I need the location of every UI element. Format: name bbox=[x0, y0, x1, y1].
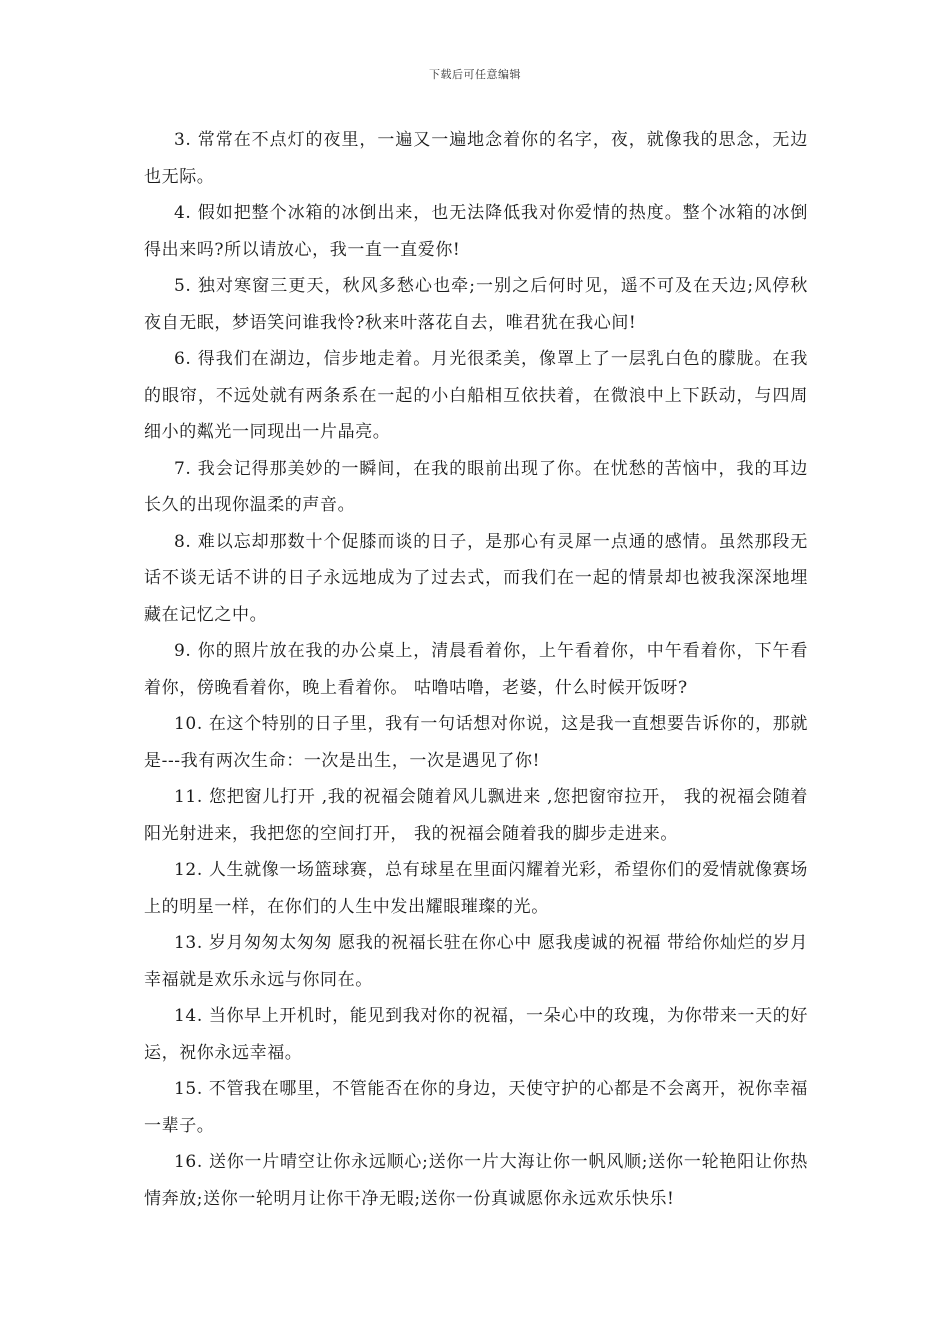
paragraph-10: 10. 在这个特别的日子里，我有一句话想对你说，这是我一直想要告诉你的，那就是---我有两次生命：一次是出生，一次是遇见了你! bbox=[144, 714, 808, 771]
paragraph-4: 4. 假如把整个冰箱的冰倒出来，也无法降低我对你爱情的热度。整个冰箱的冰倒得出来吗?所以请放心，我一直一直爱你! bbox=[144, 203, 808, 260]
paragraph-14: 14. 当你早上开机时，能见到我对你的祝福，一朵心中的玫瑰，为你带来一天的好运，祝你永远幸福。 bbox=[144, 1006, 808, 1063]
page-header: 下载后可任意编辑 bbox=[429, 68, 521, 81]
paragraph-7: 7. 我会记得那美妙的一瞬间，在我的眼前出现了你。在忧愁的苦恼中，我的耳边长久的出现你温柔的声音。 bbox=[144, 458, 808, 515]
paragraph-5: 5. 独对寒窗三更天，秋风多愁心也牵;一别之后何时见，遥不可及在天边;风停秋夜自无眠，梦语笑问谁我怜?秋来叶落花自去，唯君犹在我心间! bbox=[144, 276, 808, 333]
document-body bbox=[144, 122, 808, 1217]
paragraph-11: 11. 您把窗儿打开 ,我的祝福会随着风儿飘进来 ,您把窗帘拉开， 我的祝福会随着阳光射进来，我把您的空间打开， 我的祝福会随着我的脚步走进来。 bbox=[144, 787, 808, 844]
paragraph-3: 3. 常常在不点灯的夜里，一遍又一遍地念着你的名字，夜，就像我的思念，无边也无际。 bbox=[144, 130, 808, 187]
paragraph-12: 12. 人生就像一场篮球赛，总有球星在里面闪耀着光彩，希望你们的爱情就像赛场上的明星一样，在你们的人生中发出耀眼璀璨的光。 bbox=[144, 860, 808, 917]
paragraph-9: 9. 你的照片放在我的办公桌上，清晨看着你，上午看着你，中午看着你，下午看着你，傍晚看着你，晚上看着你。 咕噜咕噜，老婆，什么时候开饭呀? bbox=[144, 641, 808, 698]
paragraph-16: 16. 送你一片晴空让你永远顺心;送你一片大海让你一帆风顺;送你一轮艳阳让你热情奔放;送你一轮明月让你干净无暇;送你一份真诚愿你永远欢乐快乐! bbox=[144, 1152, 808, 1209]
paragraph-8: 8. 难以忘却那数十个促膝而谈的日子，是那心有灵犀一点通的感情。虽然那段无话不谈无话不讲的日子永远地成为了过去式，而我们在一起的情景却也被我深深地埋藏在记忆之中。 bbox=[144, 531, 808, 625]
paragraph-6: 6. 得我们在湖边，信步地走着。月光很柔美，像罩上了一层乳白色的朦胧。在我的眼帘，不远处就有两条系在一起的小白船相互依扶着，在微浪中上下跃动，与四周细小的粼光一同现出一片晶亮。 bbox=[144, 349, 808, 442]
paragraph-13: 13. 岁月匆匆太匆匆 愿我的祝福长驻在你心中 愿我虔诚的祝福 带给你灿烂的岁月 幸福就是欢乐永远与你同在。 bbox=[144, 933, 808, 990]
paragraph-15: 15. 不管我在哪里，不管能否在你的身边，天使守护的心都是不会离开，祝你幸福一辈子。 bbox=[144, 1079, 808, 1136]
